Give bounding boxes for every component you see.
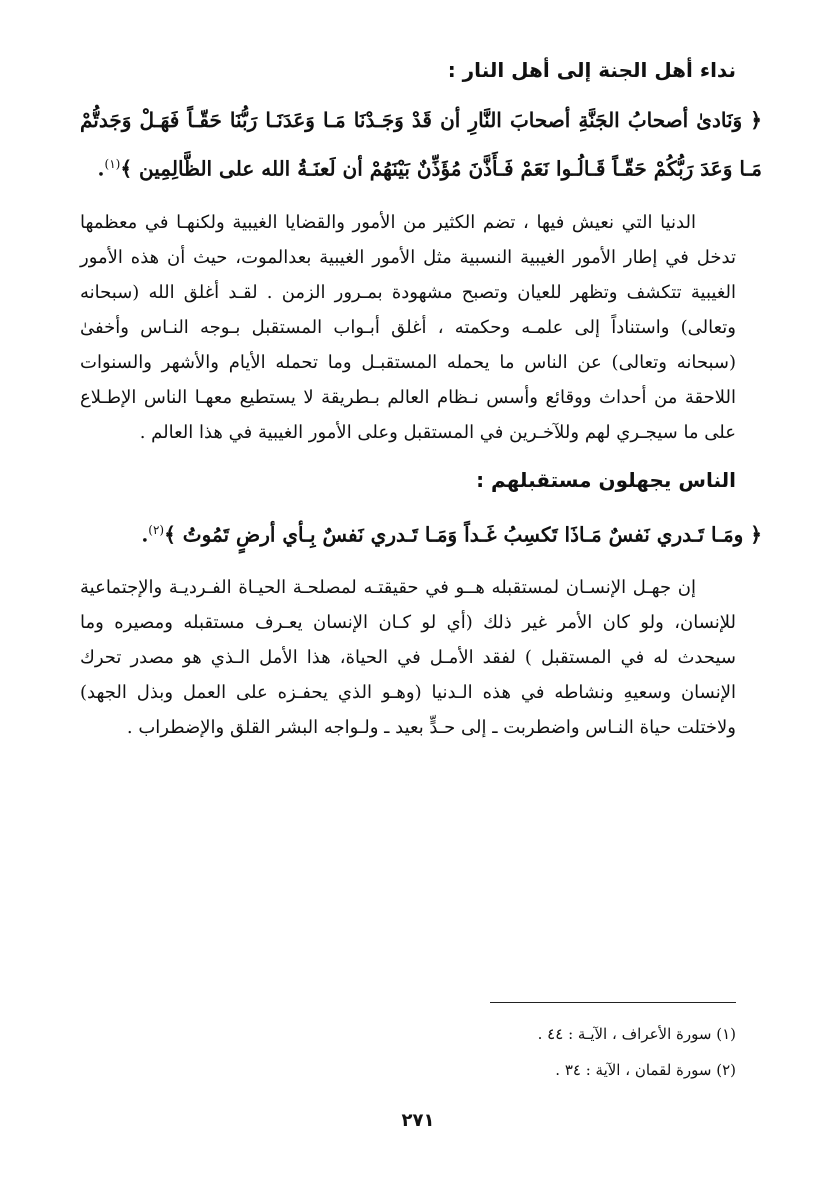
footnotes [538,1016,736,1088]
verse-text: ﴿ وَنَادىٰ أصحابُ الجَنَّةِ أصحابَ النَّارِ أن قَدْ وَجَـدْنَا مَـا وَعَدَنَـا رَبُّنَا حَقّـاً فَهَـلْ وَجَدتُّمْ مَـا وَعَدَ رَبُّكُمْ حَقّـاً قَـالُـوا نَعَمْ فَـأَذَّنَ مُؤَذِّنٌ بَيْنَهُمْ أن لَعنَـةُ الله على الظَّالِمِين ﴾ [80,108,762,181]
footnote-2: (٢) سورة لقمان ، الآية : ٣٤ . [555,1061,736,1079]
footnote-marker: (٢) [148,522,165,537]
verse-end-punctuation: . [141,522,149,547]
quran-verse-luqman [80,508,762,557]
verse-end-punctuation: . [97,156,105,181]
paragraph-ignorance-of-future: إن جهـل الإنسـان لمستقبله هــو في حقيقتـه لمصلحـة الحيـاة الفـرديـة والإجتماعية للإنسان، ولو كان الأمر غير ذلك (أي لو كـان الإنسان يعـرف مستقبله ومصيره وما سيحدث له في المستقبل ) لفقد الأمـل في الحياة، هذا الأمل الـذي هو مصدر تحرك الإنسان وسعيهِ ونشاطه في هذه الـدنيا (وهـو الذي يحفـزه على العمل وبذل الجهد) ولاختلت حياة النـاس واضطربت ـ إلى حـدٍّ بعيد ـ ولـواجه البشر القلق والإضطراب . [80,577,736,739]
main-text [80,52,762,753]
section-heading-people-unaware: الناس يجهلون مستقبلهم : [476,467,736,492]
section-heading-call-of-paradise: نداء أهل الجنة إلى أهل النار : [447,58,736,82]
paragraph-unseen-matters: الدنيا التي نعيش فيها ، تضم الكثير من الأمور والقضايا الغيبية ولكنهـا في معظمها تدخل في إطار الأمور الغيبية النسبية مثل الأمور الغيبية بعدالموت، حيث أن هذه الأمور الغيبية تتكشف وتظهر للعيان وتصبح مشهودة بمـرور الزمن . لقـد أغلق الله (سبحانه وتعالى) واستناداً إلى علمـه وحكمته ، أغلق أبـواب المستقبل بـوجه النـاس وأخفىٰ (سبحانه وتعالى) عن الناس ما يحمله المستقبـل وما تحمله الأيام والأشهر والسنوات اللاحقة من أحداث ووقائع وأسس نـظام العالم بـطريقة لا يستطيع معهـا الناس الإطـلاع على ما سيجـري لهم وللآخـرين في المستقبل وعلى الأمور الغيبية في هذا العالم . [80,211,736,443]
footnote-1: (١) سورة الأعراف ، الآيـة : ٤٤ . [537,1025,736,1043]
footnote-separator [490,1002,736,1003]
verse-text: ﴿ ومَـا تَـدري نَفسٌ مَـاذَا تَكسِبُ غَـداً وَمَـا تَـدري نَفسٌ بِـأي أرضٍ تَمُوتُ ﴾ [164,522,762,547]
page-number: ٢٧١ [401,1110,435,1131]
footnote-marker: (١) [104,157,121,171]
quran-verse-araf [80,98,762,191]
